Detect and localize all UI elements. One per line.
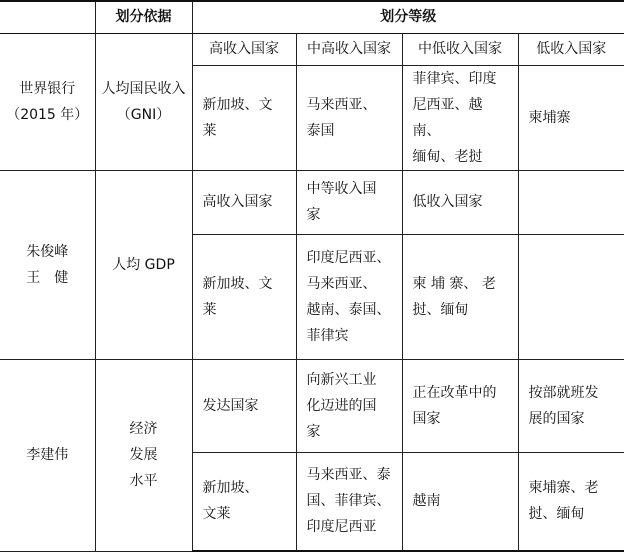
countries-line: 菲律宾、印度 xyxy=(412,70,497,87)
level-name-cell: 中低收入国家 xyxy=(402,33,518,65)
level-name-line: 低收入国家 xyxy=(412,194,483,210)
countries-line: 尼西亚、越南、 xyxy=(412,96,483,139)
level-name-cell: 高收入国家 xyxy=(192,33,296,65)
level-name-line: 按部就班发 xyxy=(528,384,599,401)
source-line: 朱俊峰 xyxy=(26,243,69,260)
countries-cell xyxy=(192,234,296,359)
level-name-cell xyxy=(192,170,296,234)
level-name-line: 家 xyxy=(306,423,321,440)
countries-cell xyxy=(518,65,624,170)
level-name-cell: 中高收入国家 xyxy=(296,33,402,65)
level-name-cell: 低收入国家 xyxy=(518,33,624,65)
source-line: 世界银行 xyxy=(19,80,76,97)
table-row xyxy=(0,33,624,65)
countries-line: 莱 xyxy=(202,122,217,139)
countries-line: 马来西亚、泰 xyxy=(306,467,391,484)
level-name-cell xyxy=(518,359,624,452)
countries-cell xyxy=(402,452,518,551)
level-name-line: 家 xyxy=(306,207,321,223)
basis-cell xyxy=(95,359,192,551)
header-levels: 划分等级 xyxy=(192,1,624,33)
level-name-line: 向新兴工业 xyxy=(306,371,377,388)
countries-cell xyxy=(296,234,402,359)
basis-cell xyxy=(95,170,192,359)
countries-line: 印度尼西亚、 xyxy=(306,249,391,266)
level-name-cell xyxy=(296,359,402,452)
countries-cell xyxy=(518,452,624,551)
basis-line: 人均 GDP xyxy=(112,256,175,273)
countries-cell xyxy=(402,234,518,359)
countries-line: 马来西亚、 xyxy=(306,96,377,113)
countries-line: 挝、缅甸 xyxy=(412,301,469,318)
countries-line: 新加坡、 xyxy=(202,480,259,497)
basis-cell xyxy=(95,33,192,170)
countries-cell xyxy=(402,65,518,170)
countries-line: 柬埔寨、老 xyxy=(528,480,599,497)
basis-line: （GNI） xyxy=(116,106,171,123)
countries-line: 马来西亚、 xyxy=(306,275,377,292)
level-name-line: 化迈进的国 xyxy=(306,397,377,414)
countries-line: 文莱 xyxy=(202,506,231,523)
level-name-cell xyxy=(192,359,296,452)
countries-cell xyxy=(192,452,296,551)
basis-line: 水平 xyxy=(129,473,158,489)
countries-line: 新加坡、文 xyxy=(202,96,273,113)
header-row xyxy=(0,1,624,33)
level-name-cell xyxy=(296,170,402,234)
countries-line: 菲律宾 xyxy=(306,327,349,344)
basis-line: 人均国民收入 xyxy=(101,80,186,97)
table-row xyxy=(0,359,624,452)
countries-line: 新加坡、文 xyxy=(202,275,273,292)
level-name-cell xyxy=(402,170,518,234)
countries-line: 印度尼西亚 xyxy=(306,519,377,536)
source-cell xyxy=(0,359,95,551)
source-cell xyxy=(0,170,95,359)
countries-line: 莱 xyxy=(202,301,217,318)
level-name-cell xyxy=(518,170,624,234)
countries-line: 国、菲律宾、 xyxy=(306,493,391,510)
countries-cell xyxy=(518,234,624,359)
countries-line: 越南 xyxy=(412,493,441,510)
countries-cell xyxy=(296,65,402,170)
countries-line: 挝、缅甸 xyxy=(528,506,585,523)
countries-line: 缅甸、老挝 xyxy=(412,148,483,165)
basis-line: 发展 xyxy=(129,447,158,463)
source-line: 李建伟 xyxy=(26,447,69,463)
countries-line: 柬埔寨 xyxy=(528,109,571,126)
level-name-line: 正在改革中的 xyxy=(412,384,497,401)
level-name-line: 发达国家 xyxy=(202,397,259,414)
level-name-line: 中等收入国 xyxy=(306,181,377,197)
level-name-cell xyxy=(402,359,518,452)
header-basis: 划分依据 xyxy=(95,1,192,33)
level-name-line: 高收入国家 xyxy=(202,194,273,210)
countries-line: 柬 埔 寨、 老 xyxy=(412,275,496,292)
level-name-line: 国家 xyxy=(412,410,441,427)
source-cell xyxy=(0,33,95,170)
countries-cell xyxy=(296,452,402,551)
level-name-line: 展的国家 xyxy=(528,410,585,427)
header-blank-cell xyxy=(0,1,95,33)
countries-line: 越南、泰国、 xyxy=(306,301,391,318)
basis-line: 经济 xyxy=(129,421,158,437)
countries-line: 泰国 xyxy=(306,122,335,139)
countries-cell xyxy=(192,65,296,170)
source-line: 王 健 xyxy=(26,269,69,286)
source-line: （2015 年） xyxy=(6,106,89,123)
table-row xyxy=(0,170,624,234)
